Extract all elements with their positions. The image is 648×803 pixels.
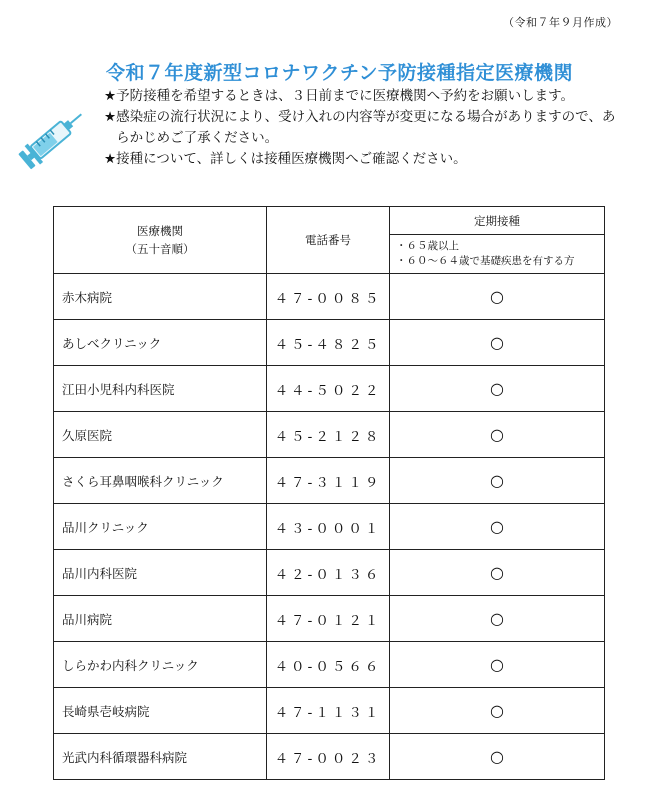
clinic-phone: ４３-０００１	[267, 504, 390, 550]
availability-mark: ○	[390, 320, 605, 366]
clinic-name: さくら耳鼻咽喉科クリニック	[54, 458, 267, 504]
note-item	[104, 86, 624, 107]
table-row	[54, 550, 605, 596]
clinic-name: 赤木病院	[54, 274, 267, 320]
clinic-phone: ４７-３１１９	[267, 458, 390, 504]
clinics-table	[53, 206, 605, 780]
table-row	[54, 734, 605, 780]
header-regular-vaccination: 定期接種	[390, 207, 605, 235]
table-row	[54, 596, 605, 642]
availability-mark: ○	[390, 596, 605, 642]
clinic-name: 品川病院	[54, 596, 267, 642]
clinic-name: 光武内科循環器科病院	[54, 734, 267, 780]
note-item	[104, 107, 624, 149]
note-text: 接種について、詳しくは接種医療機関へご確認ください。	[116, 151, 467, 167]
table-row	[54, 366, 605, 412]
clinic-phone: ４７-００８５	[267, 274, 390, 320]
availability-mark: ○	[390, 504, 605, 550]
eligibility-condition-2: ・６０～６４歳で基礎疾患を有する方	[396, 255, 575, 267]
header-clinic-name-line2: （五十音順）	[125, 242, 195, 256]
table-row	[54, 274, 605, 320]
table-row	[54, 504, 605, 550]
header-clinic-name	[54, 207, 267, 274]
availability-mark: ○	[390, 366, 605, 412]
clinic-name: 久原医院	[54, 412, 267, 458]
clinic-phone: ４７-００２３	[267, 734, 390, 780]
note-text: 予防接種を希望するときは、３日前までに医療機関へ予約をお願いします。	[116, 88, 575, 104]
clinic-phone: ４４-５０２２	[267, 366, 390, 412]
note-text: 感染症の流行状況により、受け入れの内容等が変更になる場合がありますので、あらかじめご了承ください。	[116, 109, 616, 146]
header-eligibility	[390, 235, 605, 274]
clinic-name: 品川内科医院	[54, 550, 267, 596]
clinic-name: しらかわ内科クリニック	[54, 642, 267, 688]
clinic-phone: ４５-２１２８	[267, 412, 390, 458]
notes-list	[104, 86, 624, 170]
clinic-phone: ４２-０１３６	[267, 550, 390, 596]
clinic-phone: ４５-４８２５	[267, 320, 390, 366]
clinic-phone: ４７-１１３１	[267, 688, 390, 734]
clinic-name: 江田小児科内科医院	[54, 366, 267, 412]
clinic-name: 品川クリニック	[54, 504, 267, 550]
note-item	[104, 149, 624, 170]
availability-mark: ○	[390, 274, 605, 320]
creation-date: （令和７年９月作成）	[503, 16, 618, 29]
star-icon: ★	[104, 88, 117, 104]
table-header	[54, 207, 605, 274]
star-icon: ★	[104, 151, 117, 167]
syringe-icon	[16, 98, 90, 178]
header-phone: 電話番号	[267, 207, 390, 274]
header-clinic-name-line1: 医療機関	[137, 224, 183, 238]
clinic-name: 長崎県壱岐病院	[54, 688, 267, 734]
table-row	[54, 688, 605, 734]
table-row	[54, 412, 605, 458]
clinic-name: あしべクリニック	[54, 320, 267, 366]
table-body	[54, 274, 605, 780]
table-row	[54, 320, 605, 366]
page-title: 令和７年度新型コロナワクチン予防接種指定医療機関	[106, 62, 574, 84]
eligibility-condition-1: ・６５歳以上	[396, 240, 459, 252]
availability-mark: ○	[390, 550, 605, 596]
star-icon: ★	[104, 109, 117, 125]
clinic-phone: ４７-０１２１	[267, 596, 390, 642]
availability-mark: ○	[390, 642, 605, 688]
availability-mark: ○	[390, 412, 605, 458]
table-row	[54, 642, 605, 688]
availability-mark: ○	[390, 688, 605, 734]
clinic-phone: ４０-０５６６	[267, 642, 390, 688]
availability-mark: ○	[390, 734, 605, 780]
table-row	[54, 458, 605, 504]
availability-mark: ○	[390, 458, 605, 504]
